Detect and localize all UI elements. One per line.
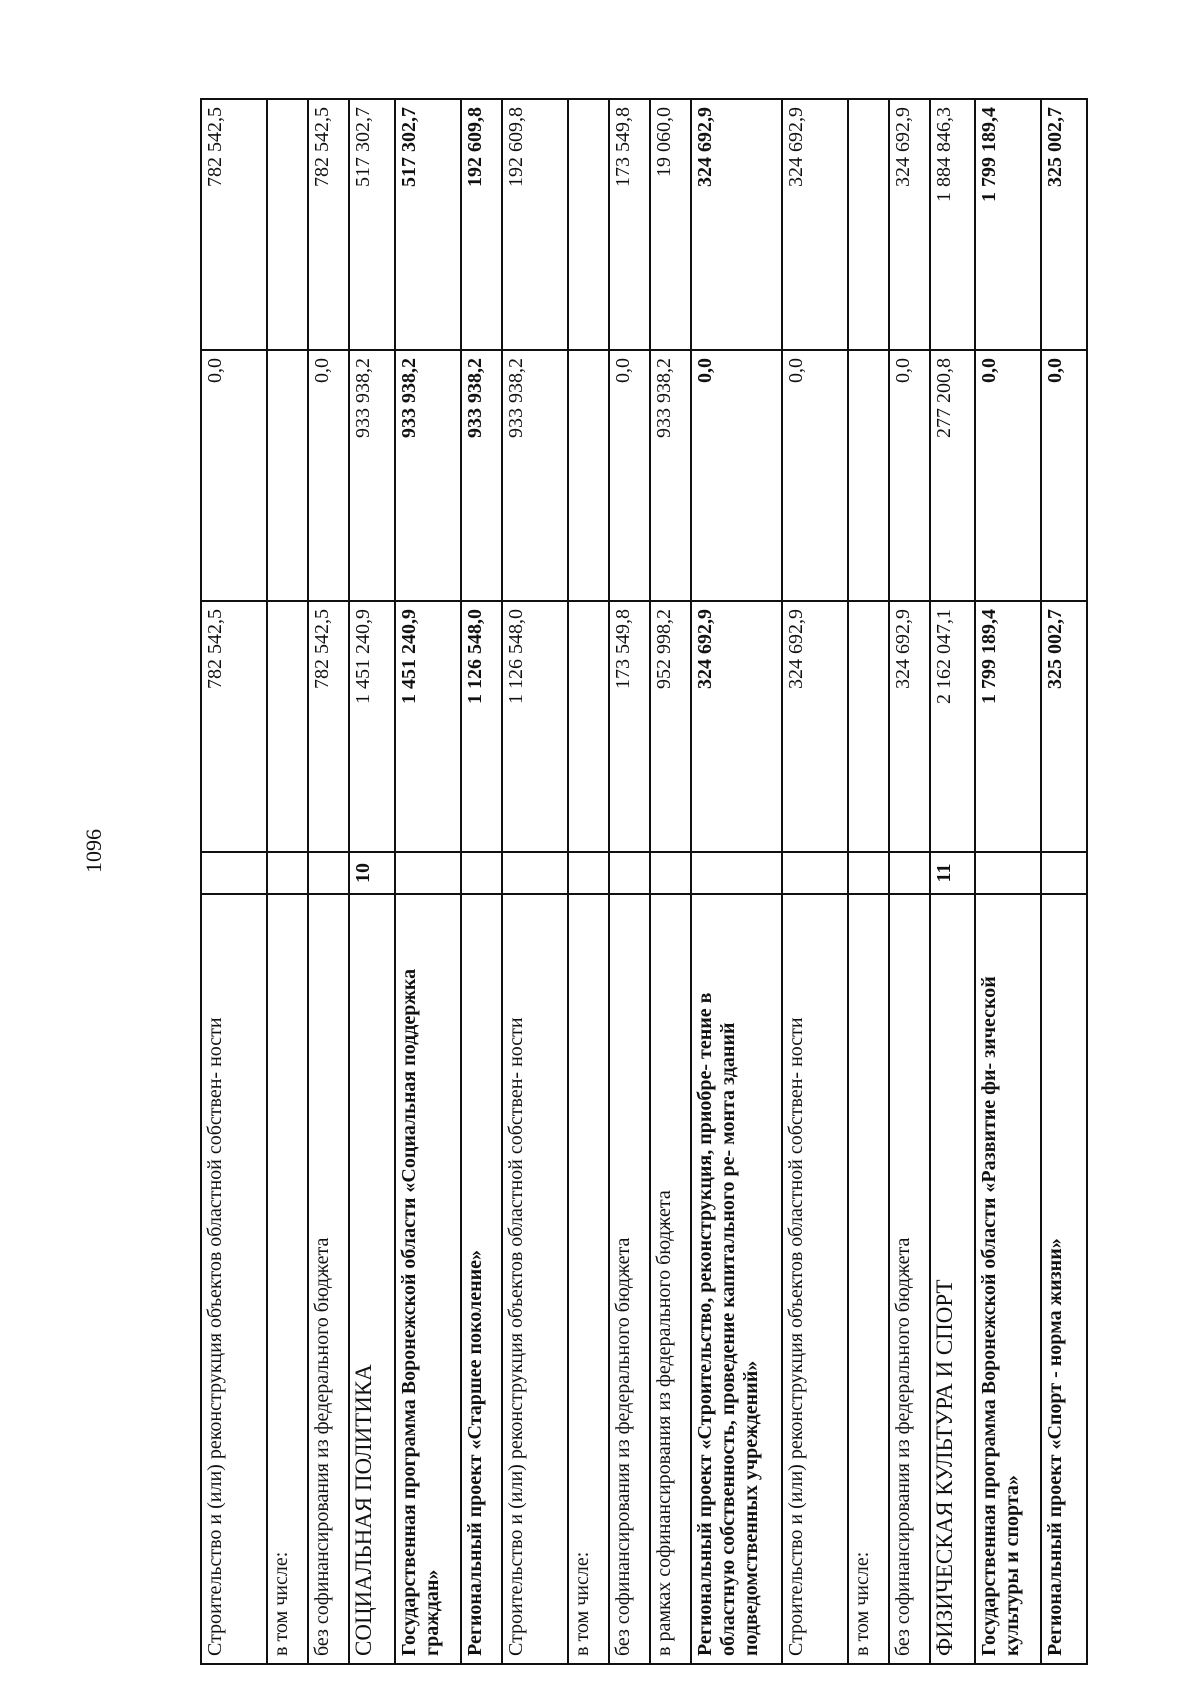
regional-amount-cell: 782 542,5 [308,99,349,350]
table-row [848,99,889,1664]
total-amount-cell: 1 126 548,0 [461,601,502,852]
table-row [308,99,349,1664]
table-row [461,99,502,1664]
regional-amount-cell: 192 609,8 [461,99,502,350]
section-code-cell [848,852,889,894]
total-amount-cell: 2 162 047,1 [930,601,976,852]
table-row [975,99,1041,1664]
table-row [1041,99,1087,1664]
row-name-cell: без софинансирования из федерального бюджета [889,894,930,1664]
table-row [395,99,461,1664]
total-amount-cell: 324 692,9 [691,601,782,852]
section-code-cell [267,852,308,894]
table-row [201,99,267,1664]
total-amount-cell: 782 542,5 [201,601,267,852]
row-name-cell: в том числе: [848,894,889,1664]
row-name-cell: Строительство и (или) реконструкция объектов областной собствен- ности [201,894,267,1664]
row-name-cell: Строительство и (или) реконструкция объектов областной собствен- ности [782,894,848,1664]
regional-amount-cell: 324 692,9 [889,99,930,350]
federal-amount-cell: 0,0 [1041,350,1087,601]
row-name-cell: Региональный проект «Строительство, реконструкция, приобре- тение в областную собственность, проведение капитального ре- монта зданий подведомственных учреждений» [691,894,782,1664]
regional-amount-cell: 782 542,5 [201,99,267,350]
regional-amount-cell: 173 549,8 [609,99,650,350]
federal-amount-cell [568,350,609,601]
regional-amount-cell: 324 692,9 [691,99,782,350]
total-amount-cell: 1 799 189,4 [975,601,1041,852]
section-code-cell [691,852,782,894]
federal-amount-cell [848,350,889,601]
federal-amount-cell: 277 200,8 [930,350,976,601]
total-amount-cell [848,601,889,852]
regional-amount-cell: 1 799 189,4 [975,99,1041,350]
regional-amount-cell: 324 692,9 [782,99,848,350]
total-amount-cell: 952 998,2 [650,601,691,852]
total-amount-cell: 782 542,5 [308,601,349,852]
row-name-cell: Региональный проект «Спорт - норма жизни» [1041,894,1087,1664]
federal-amount-cell: 933 938,2 [395,350,461,601]
section-code-cell [201,852,267,894]
total-amount-cell [267,601,308,852]
table-row [609,99,650,1664]
regional-amount-cell [267,99,308,350]
row-name-cell: без софинансирования из федерального бюджета [609,894,650,1664]
regional-amount-cell: 192 609,8 [502,99,568,350]
row-name-cell: Строительство и (или) реконструкция объектов областной собствен- ности [502,894,568,1664]
section-code-cell: 10 [349,852,395,894]
federal-amount-cell: 933 938,2 [461,350,502,601]
regional-amount-cell: 1 884 846,3 [930,99,976,350]
table-row [691,99,782,1664]
section-code-cell [502,852,568,894]
total-amount-cell [568,601,609,852]
regional-amount-cell [848,99,889,350]
section-code-cell [609,852,650,894]
total-amount-cell: 324 692,9 [782,601,848,852]
regional-amount-cell: 325 002,7 [1041,99,1087,350]
total-amount-cell: 1 451 240,9 [349,601,395,852]
table-row [782,99,848,1664]
table-row [889,99,930,1664]
section-code-cell [1041,852,1087,894]
regional-amount-cell: 517 302,7 [349,99,395,350]
total-amount-cell: 173 549,8 [609,601,650,852]
federal-amount-cell: 0,0 [782,350,848,601]
row-name-cell: Региональный проект «Старшее поколение» [461,894,502,1664]
section-code-cell [461,852,502,894]
rotated-table-container [200,100,1088,1665]
section-code-cell [395,852,461,894]
row-name-cell: Государственная программа Воронежской области «Социальная поддержка граждан» [395,894,461,1664]
federal-amount-cell: 933 938,2 [349,350,395,601]
section-code-cell [782,852,848,894]
row-name-cell: ФИЗИЧЕСКАЯ КУЛЬТУРА И СПОРТ [930,894,976,1664]
federal-amount-cell: 0,0 [691,350,782,601]
federal-amount-cell [267,350,308,601]
section-code-cell [308,852,349,894]
table-row [349,99,395,1664]
section-code-cell [889,852,930,894]
row-name-cell: в том числе: [568,894,609,1664]
total-amount-cell: 1 126 548,0 [502,601,568,852]
page-number: 1096 [81,829,106,873]
row-name-cell: в рамках софинансирования из федерального бюджета [650,894,691,1664]
row-name-cell: СОЦИАЛЬНАЯ ПОЛИТИКА [349,894,395,1664]
table-row [930,99,976,1664]
federal-amount-cell: 933 938,2 [502,350,568,601]
federal-amount-cell: 0,0 [975,350,1041,601]
total-amount-cell: 1 451 240,9 [395,601,461,852]
total-amount-cell: 324 692,9 [889,601,930,852]
table-body [201,99,1087,1664]
federal-amount-cell: 0,0 [609,350,650,601]
row-name-cell: в том числе: [267,894,308,1664]
budget-table [200,98,1088,1665]
total-amount-cell: 325 002,7 [1041,601,1087,852]
table-row [568,99,609,1664]
regional-amount-cell: 19 060,0 [650,99,691,350]
section-code-cell: 11 [930,852,976,894]
section-code-cell [568,852,609,894]
row-name-cell: Государственная программа Воронежской области «Развитие фи- зической культуры и спорта» [975,894,1041,1664]
row-name-cell: без софинансирования из федерального бюджета [308,894,349,1664]
federal-amount-cell: 0,0 [201,350,267,601]
federal-amount-cell: 0,0 [889,350,930,601]
table-row [650,99,691,1664]
table-row [502,99,568,1664]
federal-amount-cell: 933 938,2 [650,350,691,601]
section-code-cell [975,852,1041,894]
regional-amount-cell: 517 302,7 [395,99,461,350]
table-row [267,99,308,1664]
federal-amount-cell: 0,0 [308,350,349,601]
section-code-cell [650,852,691,894]
regional-amount-cell [568,99,609,350]
